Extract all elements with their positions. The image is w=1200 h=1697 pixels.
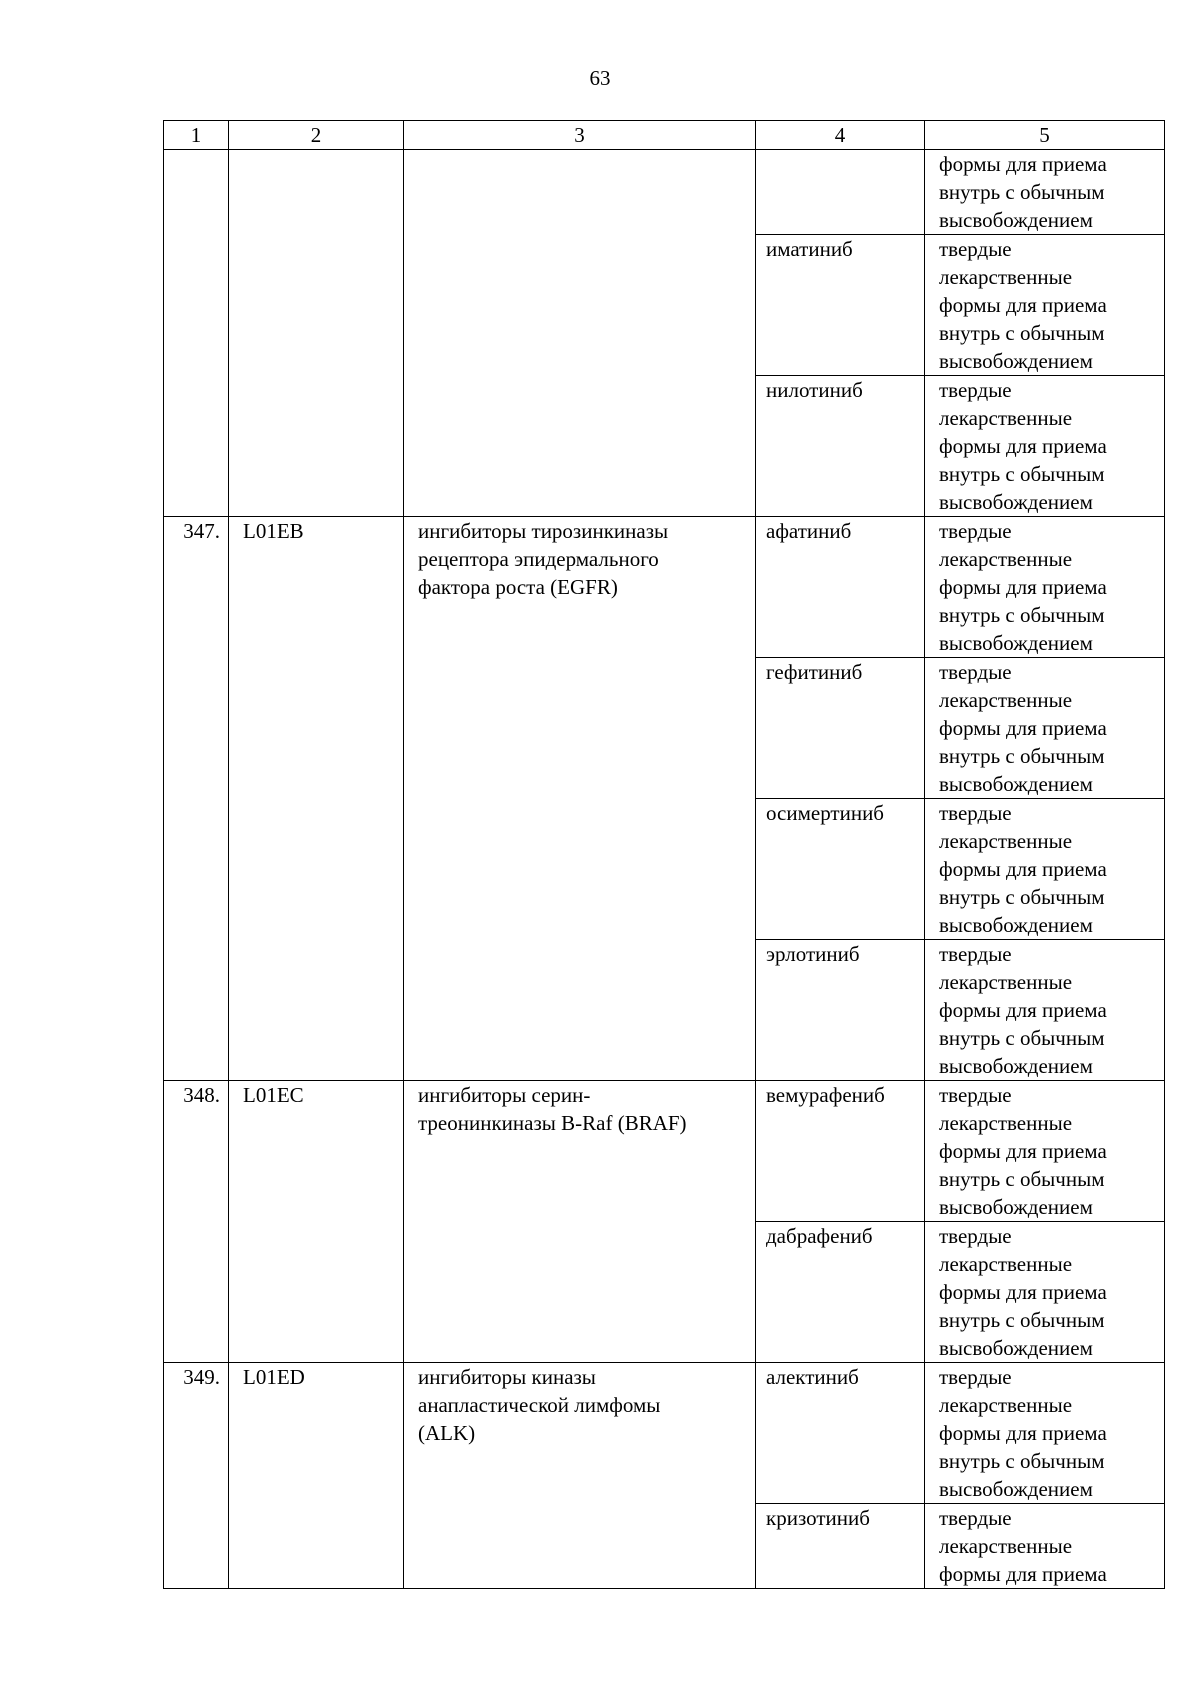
drug-name-cell: дабрафениб [756, 1222, 925, 1363]
page-number: 63 [589, 66, 611, 90]
group-name-cell: ингибиторы серин- треонинкиназы B-Raf (BRAF) [404, 1081, 756, 1363]
atc-code-cell: L01EB [229, 517, 404, 1081]
drug-name-cell: эрлотиниб [756, 940, 925, 1081]
dosage-form-cell: твердые лекарственные формы для приема внутрь с обычным высвобождением [925, 376, 1165, 517]
drug-name-cell: гефитиниб [756, 658, 925, 799]
header-cell-4: 4 [756, 121, 925, 150]
dosage-form-cell: формы для приема внутрь с обычным высвобождением [925, 150, 1165, 235]
table-row [164, 517, 1165, 658]
dosage-form-cell: твердые лекарственные формы для приема внутрь с обычным высвобождением [925, 658, 1165, 799]
group-name-cell [404, 150, 756, 517]
drug-table [163, 120, 1165, 1589]
dosage-form-cell: твердые лекарственные формы для приема внутрь с обычным высвобождением [925, 1363, 1165, 1504]
drug-name-cell [756, 150, 925, 235]
number-cell: 347. [164, 517, 229, 1081]
drug-name-cell: алектиниб [756, 1363, 925, 1504]
atc-code-cell [229, 150, 404, 517]
drug-name-cell: осимертиниб [756, 799, 925, 940]
drug-name-cell: иматиниб [756, 235, 925, 376]
header-cell-5: 5 [925, 121, 1165, 150]
table-header-row [164, 121, 1165, 150]
header-cell-3: 3 [404, 121, 756, 150]
dosage-form-cell: твердые лекарственные формы для приема внутрь с обычным высвобождением [925, 235, 1165, 376]
dosage-form-cell: твердые лекарственные формы для приема внутрь с обычным высвобождением [925, 940, 1165, 1081]
drug-name-cell: афатиниб [756, 517, 925, 658]
group-name-cell: ингибиторы тирозинкиназы рецептора эпидермального фактора роста (EGFR) [404, 517, 756, 1081]
drug-name-cell: кризотиниб [756, 1504, 925, 1589]
dosage-form-cell: твердые лекарственные формы для приема внутрь с обычным высвобождением [925, 799, 1165, 940]
dosage-form-cell: твердые лекарственные формы для приема внутрь с обычным высвобождением [925, 1081, 1165, 1222]
table-row [164, 150, 1165, 235]
drug-name-cell: вемурафениб [756, 1081, 925, 1222]
header-cell-2: 2 [229, 121, 404, 150]
drug-name-cell: нилотиниб [756, 376, 925, 517]
atc-code-cell: L01EC [229, 1081, 404, 1363]
dosage-form-cell: твердые лекарственные формы для приема внутрь с обычным высвобождением [925, 517, 1165, 658]
number-cell [164, 150, 229, 517]
number-cell: 349. [164, 1363, 229, 1589]
dosage-form-cell: твердые лекарственные формы для приема [925, 1504, 1165, 1589]
table-row [164, 1363, 1165, 1504]
table-row [164, 1081, 1165, 1222]
group-name-cell: ингибиторы киназы анапластической лимфомы (ALK) [404, 1363, 756, 1589]
atc-code-cell: L01ED [229, 1363, 404, 1589]
number-cell: 348. [164, 1081, 229, 1363]
dosage-form-cell: твердые лекарственные формы для приема внутрь с обычным высвобождением [925, 1222, 1165, 1363]
header-cell-1: 1 [164, 121, 229, 150]
